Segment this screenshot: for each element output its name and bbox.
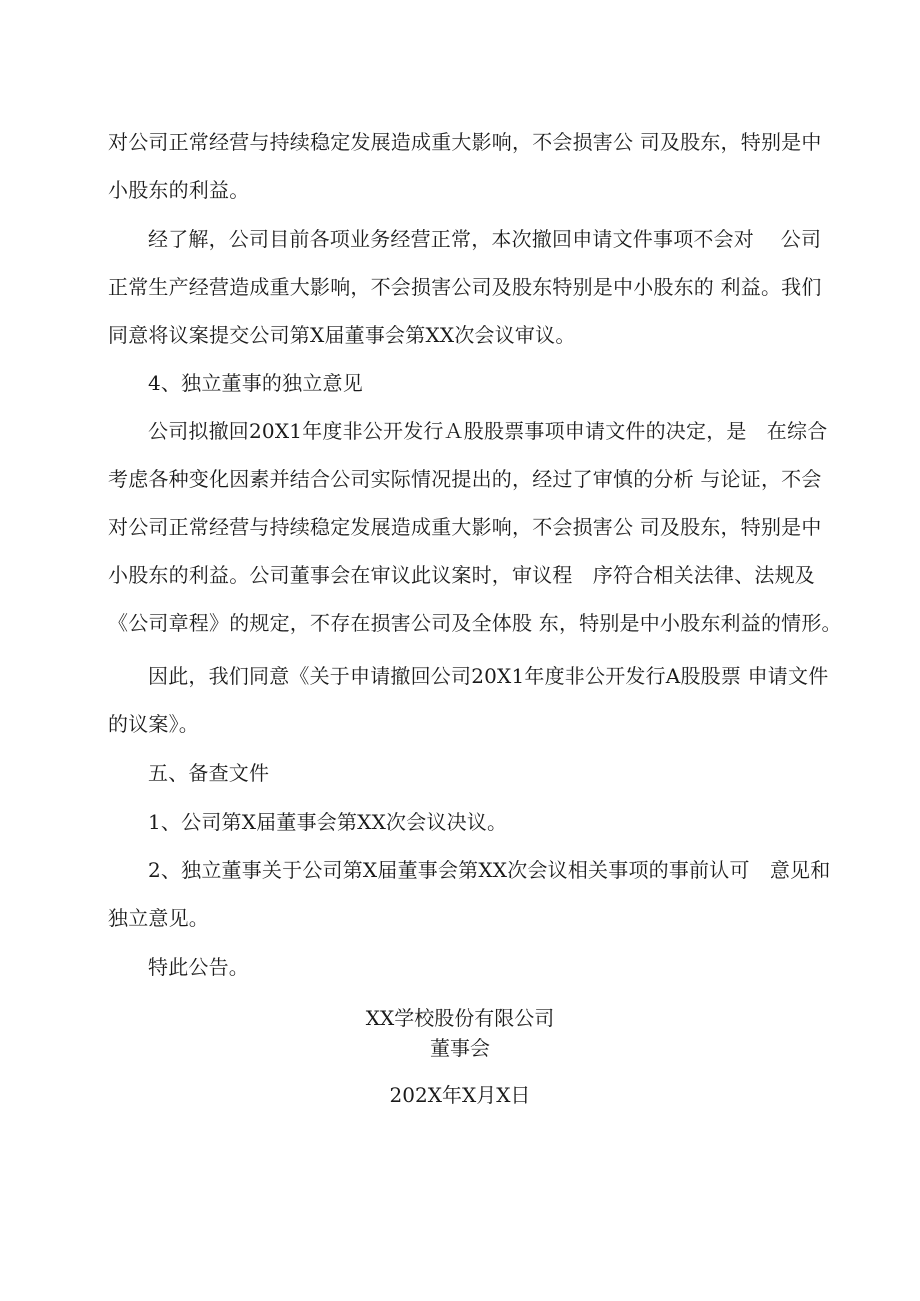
text-line: 考虑各种变化因素并结合公司实际情况提出的，经过了审慎的分析 与论证，不会	[108, 467, 822, 491]
reference-item-2	[108, 846, 831, 942]
text-line: 同意将议案提交公司第X届董事会第XX次会议审议。	[108, 323, 576, 347]
text-line: 对公司正常经营与持续稳定发展造成重大影响，不会损害公 司及股东，特别是中	[108, 130, 822, 154]
paragraph-independent-opinion	[108, 407, 842, 647]
paragraph-business-normal	[108, 215, 822, 359]
paragraph-impact-statement	[108, 118, 822, 214]
text-line: 独立意见。	[108, 906, 209, 930]
text-line: 公司拟撤回20X1年度非公开发行Ａ股股票事项申请文件的决定，是 在综合	[148, 419, 828, 443]
paragraph-agreement	[108, 652, 829, 748]
closing-announcement: 特此公告。	[148, 955, 249, 979]
signature-board: 董事会	[430, 1036, 490, 1060]
text-line: 的议案》。	[108, 712, 199, 736]
text-line: 《公司章程》的规定，不存在损害公司及全体股 东，特别是中小股东利益的情形。	[108, 611, 842, 635]
text-line: 小股东的利益。	[108, 178, 250, 202]
text-line: 因此，我们同意《关于申请撤回公司20X1年度非公开发行A股股票 申请文件	[148, 664, 829, 688]
text-line: 2、独立董事关于公司第X届董事会第XX次会议相关事项的事前认可 意见和	[148, 858, 831, 882]
reference-item-1: 1、公司第X届董事会第XX次会议决议。	[148, 810, 508, 834]
text-line: 正常生产经营造成重大影响，不会损害公司及股东特别是中小股东的 利益。我们	[108, 275, 822, 299]
text-line: 经了解，公司目前各项业务经营正常，本次撤回申请文件事项不会对 公司	[148, 227, 822, 251]
signature-date: 202X年X月X日	[389, 1083, 531, 1107]
signature-company: XX学校股份有限公司	[365, 1006, 555, 1030]
text-line: 小股东的利益。公司董事会在审议此议案时，审议程 序符合相关法律、法规及	[108, 563, 815, 587]
text-line: 对公司正常经营与持续稳定发展造成重大影响，不会损害公 司及股东，特别是中	[108, 515, 822, 539]
heading-independent-directors-opinion: 4、独立董事的独立意见	[148, 371, 363, 395]
heading-reference-documents: 五、备查文件	[148, 761, 270, 785]
